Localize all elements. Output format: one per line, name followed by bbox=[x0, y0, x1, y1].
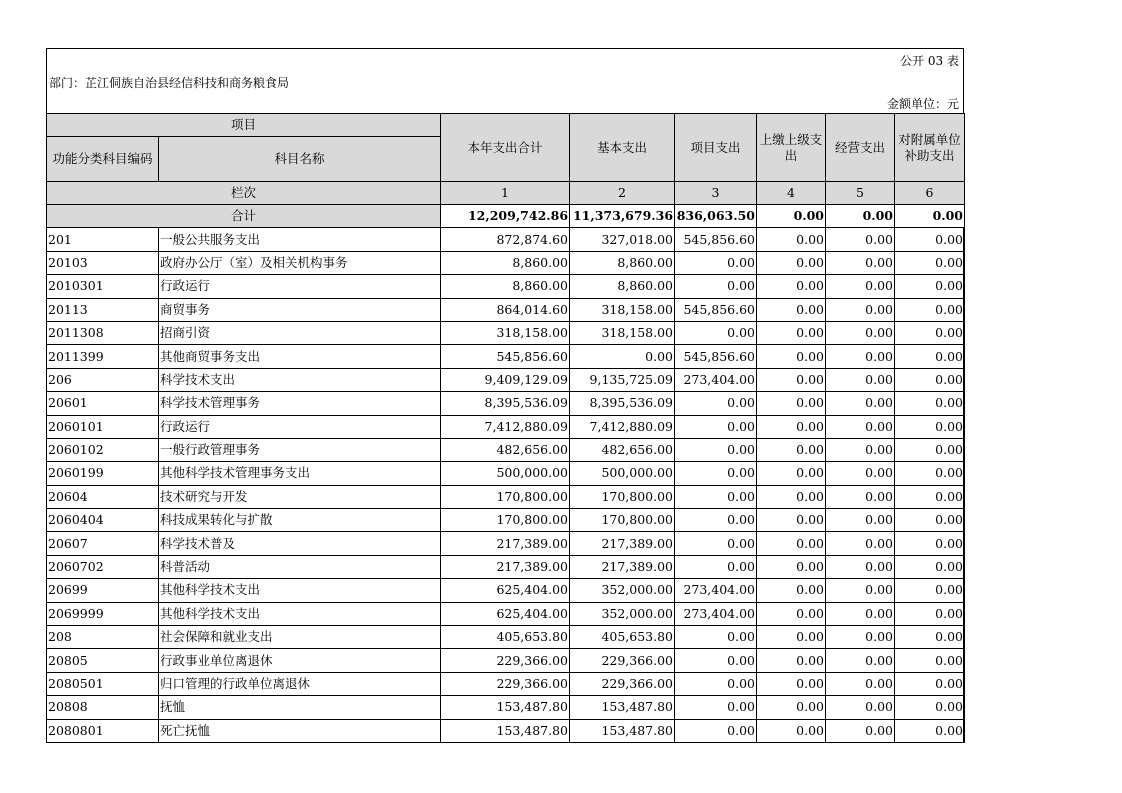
subject-name-cell: 招商引资 bbox=[159, 321, 441, 344]
subsidy-cell: 0.00 bbox=[895, 462, 965, 485]
total-expense-cell: 405,653.80 bbox=[441, 626, 570, 649]
upper-remit-cell: 0.00 bbox=[757, 298, 826, 321]
total-expense-cell: 217,389.00 bbox=[441, 532, 570, 555]
basic-expense-cell: 8,395,536.09 bbox=[570, 392, 675, 415]
table-row bbox=[47, 275, 965, 298]
name-col-header: 科目名称 bbox=[159, 137, 441, 182]
subject-code-cell: 2060702 bbox=[47, 555, 159, 578]
business-expense-cell: 0.00 bbox=[826, 555, 895, 578]
column-number: 3 bbox=[675, 182, 757, 205]
total-value: 12,209,742.86 bbox=[441, 205, 570, 228]
business-expense-cell: 0.00 bbox=[826, 415, 895, 438]
subject-name-cell: 死亡抚恤 bbox=[159, 719, 441, 742]
item-header: 项目 bbox=[47, 114, 441, 137]
subject-code-cell: 20699 bbox=[47, 579, 159, 602]
subject-name-cell: 科学技术普及 bbox=[159, 532, 441, 555]
total-value: 836,063.50 bbox=[675, 205, 757, 228]
subject-code-cell: 2011308 bbox=[47, 321, 159, 344]
project-expense-cell: 0.00 bbox=[675, 509, 757, 532]
subject-code-cell: 20113 bbox=[47, 298, 159, 321]
column-number: 4 bbox=[757, 182, 826, 205]
expenditure-sheet bbox=[46, 48, 964, 743]
total-expense-cell: 153,487.80 bbox=[441, 719, 570, 742]
subsidy-cell: 0.00 bbox=[895, 555, 965, 578]
table-row bbox=[47, 696, 965, 719]
project-expense-cell: 0.00 bbox=[675, 321, 757, 344]
column-number: 6 bbox=[895, 182, 965, 205]
subject-name-cell: 科学技术支出 bbox=[159, 368, 441, 391]
business-expense-cell: 0.00 bbox=[826, 251, 895, 274]
subsidy-cell: 0.00 bbox=[895, 345, 965, 368]
table-row bbox=[47, 298, 965, 321]
subject-name-cell: 归口管理的行政单位离退休 bbox=[159, 672, 441, 695]
basic-expense-cell: 405,653.80 bbox=[570, 626, 675, 649]
subject-code-cell: 2060102 bbox=[47, 438, 159, 461]
total-expense-cell: 170,800.00 bbox=[441, 485, 570, 508]
subject-code-cell: 2011399 bbox=[47, 345, 159, 368]
subject-name-cell: 行政事业单位离退休 bbox=[159, 649, 441, 672]
code-col-header: 功能分类科目编码 bbox=[47, 137, 159, 182]
upper-remit-cell: 0.00 bbox=[757, 345, 826, 368]
subject-code-cell: 2080501 bbox=[47, 672, 159, 695]
subject-name-cell: 社会保障和就业支出 bbox=[159, 626, 441, 649]
column-number-row bbox=[47, 182, 965, 205]
basic-expense-cell: 170,800.00 bbox=[570, 509, 675, 532]
subsidy-cell: 0.00 bbox=[895, 672, 965, 695]
business-expense-cell: 0.00 bbox=[826, 321, 895, 344]
total-col-header: 本年支出合计 bbox=[441, 114, 570, 182]
upper-remit-cell: 0.00 bbox=[757, 368, 826, 391]
basic-expense-cell: 482,656.00 bbox=[570, 438, 675, 461]
table-row bbox=[47, 392, 965, 415]
subject-code-cell: 201 bbox=[47, 228, 159, 251]
business-expense-cell: 0.00 bbox=[826, 345, 895, 368]
total-expense-cell: 864,014.60 bbox=[441, 298, 570, 321]
business-expense-cell: 0.00 bbox=[826, 275, 895, 298]
upper-remit-cell: 0.00 bbox=[757, 579, 826, 602]
basic-expense-cell: 8,860.00 bbox=[570, 251, 675, 274]
upper-remit-cell: 0.00 bbox=[757, 719, 826, 742]
project-expense-cell: 273,404.00 bbox=[675, 579, 757, 602]
project-col-header: 项目支出 bbox=[675, 114, 757, 182]
project-expense-cell: 0.00 bbox=[675, 532, 757, 555]
total-label: 合计 bbox=[47, 205, 441, 228]
total-expense-cell: 318,158.00 bbox=[441, 321, 570, 344]
project-expense-cell: 0.00 bbox=[675, 719, 757, 742]
total-expense-cell: 217,389.00 bbox=[441, 555, 570, 578]
basic-expense-cell: 0.00 bbox=[570, 345, 675, 368]
table-row bbox=[47, 368, 965, 391]
upper-remit-cell: 0.00 bbox=[757, 415, 826, 438]
subject-name-cell: 行政运行 bbox=[159, 415, 441, 438]
subsidy-cell: 0.00 bbox=[895, 719, 965, 742]
project-expense-cell: 0.00 bbox=[675, 438, 757, 461]
upper-remit-cell: 0.00 bbox=[757, 228, 826, 251]
subsidy-cell: 0.00 bbox=[895, 298, 965, 321]
table-row bbox=[47, 321, 965, 344]
upper-remit-cell: 0.00 bbox=[757, 485, 826, 508]
total-value: 0.00 bbox=[895, 205, 965, 228]
subsidy-col-header: 对附属单位补助支出 bbox=[895, 114, 965, 182]
project-expense-cell: 0.00 bbox=[675, 696, 757, 719]
subject-name-cell: 抚恤 bbox=[159, 696, 441, 719]
total-expense-cell: 625,404.00 bbox=[441, 602, 570, 625]
subject-code-cell: 20808 bbox=[47, 696, 159, 719]
amount-unit-label: 金额单位：元 bbox=[886, 97, 959, 111]
subsidy-cell: 0.00 bbox=[895, 251, 965, 274]
upper-remit-cell: 0.00 bbox=[757, 649, 826, 672]
total-expense-cell: 7,412,880.09 bbox=[441, 415, 570, 438]
subject-name-cell: 技术研究与开发 bbox=[159, 485, 441, 508]
project-expense-cell: 0.00 bbox=[675, 462, 757, 485]
subject-code-cell: 20103 bbox=[47, 251, 159, 274]
subsidy-cell: 0.00 bbox=[895, 649, 965, 672]
business-expense-cell: 0.00 bbox=[826, 532, 895, 555]
total-value: 11,373,679.36 bbox=[570, 205, 675, 228]
subject-name-cell: 科技成果转化与扩散 bbox=[159, 509, 441, 532]
total-expense-cell: 153,487.80 bbox=[441, 696, 570, 719]
total-expense-cell: 8,860.00 bbox=[441, 251, 570, 274]
total-expense-cell: 872,874.60 bbox=[441, 228, 570, 251]
basic-expense-cell: 9,135,725.09 bbox=[570, 368, 675, 391]
subsidy-cell: 0.00 bbox=[895, 228, 965, 251]
project-expense-cell: 0.00 bbox=[675, 275, 757, 298]
total-value: 0.00 bbox=[757, 205, 826, 228]
table-row bbox=[47, 649, 965, 672]
project-expense-cell: 0.00 bbox=[675, 672, 757, 695]
subject-code-cell: 2060101 bbox=[47, 415, 159, 438]
subject-name-cell: 行政运行 bbox=[159, 275, 441, 298]
table-row bbox=[47, 438, 965, 461]
department-label: 部门：芷江侗族自治县经信科技和商务粮食局 bbox=[49, 76, 290, 90]
project-expense-cell: 545,856.60 bbox=[675, 345, 757, 368]
total-value: 0.00 bbox=[826, 205, 895, 228]
basic-expense-cell: 352,000.00 bbox=[570, 602, 675, 625]
upper-remit-cell: 0.00 bbox=[757, 462, 826, 485]
basic-expense-cell: 229,366.00 bbox=[570, 649, 675, 672]
upper-remit-cell: 0.00 bbox=[757, 532, 826, 555]
subject-code-cell: 208 bbox=[47, 626, 159, 649]
business-expense-cell: 0.00 bbox=[826, 672, 895, 695]
column-number: 2 bbox=[570, 182, 675, 205]
subject-name-cell: 科普活动 bbox=[159, 555, 441, 578]
subject-name-cell: 其他科学技术支出 bbox=[159, 579, 441, 602]
table-row bbox=[47, 509, 965, 532]
header-row-1 bbox=[47, 114, 965, 137]
upper-remit-cell: 0.00 bbox=[757, 555, 826, 578]
table-row bbox=[47, 555, 965, 578]
subsidy-cell: 0.00 bbox=[895, 438, 965, 461]
total-row bbox=[47, 205, 965, 228]
subject-code-cell: 2010301 bbox=[47, 275, 159, 298]
project-expense-cell: 0.00 bbox=[675, 415, 757, 438]
project-expense-cell: 0.00 bbox=[675, 392, 757, 415]
total-expense-cell: 482,656.00 bbox=[441, 438, 570, 461]
subsidy-cell: 0.00 bbox=[895, 626, 965, 649]
basic-expense-cell: 217,389.00 bbox=[570, 555, 675, 578]
upper-remit-cell: 0.00 bbox=[757, 672, 826, 695]
total-expense-cell: 9,409,129.09 bbox=[441, 368, 570, 391]
table-row bbox=[47, 579, 965, 602]
subsidy-cell: 0.00 bbox=[895, 532, 965, 555]
subject-code-cell: 20607 bbox=[47, 532, 159, 555]
upper-remit-cell: 0.00 bbox=[757, 626, 826, 649]
table-row bbox=[47, 626, 965, 649]
expenditure-table bbox=[46, 113, 965, 743]
subject-code-cell: 2060199 bbox=[47, 462, 159, 485]
subject-code-cell: 2069999 bbox=[47, 602, 159, 625]
subject-code-cell: 20805 bbox=[47, 649, 159, 672]
basic-expense-cell: 318,158.00 bbox=[570, 298, 675, 321]
basic-expense-cell: 170,800.00 bbox=[570, 485, 675, 508]
subject-name-cell: 其他商贸事务支出 bbox=[159, 345, 441, 368]
upper-remit-cell: 0.00 bbox=[757, 438, 826, 461]
upper-remit-cell: 0.00 bbox=[757, 509, 826, 532]
upper-remit-cell: 0.00 bbox=[757, 392, 826, 415]
subject-name-cell: 科学技术管理事务 bbox=[159, 392, 441, 415]
column-number-label: 栏次 bbox=[47, 182, 441, 205]
upper-remit-cell: 0.00 bbox=[757, 321, 826, 344]
basic-expense-cell: 352,000.00 bbox=[570, 579, 675, 602]
subject-name-cell: 商贸事务 bbox=[159, 298, 441, 321]
basic-expense-cell: 153,487.80 bbox=[570, 696, 675, 719]
form-number: 公开 03 表 bbox=[900, 54, 959, 68]
basic-col-header: 基本支出 bbox=[570, 114, 675, 182]
total-expense-cell: 170,800.00 bbox=[441, 509, 570, 532]
basic-expense-cell: 318,158.00 bbox=[570, 321, 675, 344]
business-expense-cell: 0.00 bbox=[826, 579, 895, 602]
subsidy-cell: 0.00 bbox=[895, 579, 965, 602]
business-expense-cell: 0.00 bbox=[826, 228, 895, 251]
subsidy-cell: 0.00 bbox=[895, 275, 965, 298]
subsidy-cell: 0.00 bbox=[895, 392, 965, 415]
total-expense-cell: 229,366.00 bbox=[441, 649, 570, 672]
table-row bbox=[47, 532, 965, 555]
subject-name-cell: 一般公共服务支出 bbox=[159, 228, 441, 251]
total-expense-cell: 500,000.00 bbox=[441, 462, 570, 485]
table-row bbox=[47, 672, 965, 695]
total-expense-cell: 229,366.00 bbox=[441, 672, 570, 695]
business-expense-cell: 0.00 bbox=[826, 462, 895, 485]
project-expense-cell: 545,856.60 bbox=[675, 298, 757, 321]
subject-name-cell: 其他科学技术管理事务支出 bbox=[159, 462, 441, 485]
subsidy-cell: 0.00 bbox=[895, 509, 965, 532]
basic-expense-cell: 327,018.00 bbox=[570, 228, 675, 251]
project-expense-cell: 273,404.00 bbox=[675, 602, 757, 625]
subsidy-cell: 0.00 bbox=[895, 321, 965, 344]
basic-expense-cell: 8,860.00 bbox=[570, 275, 675, 298]
subject-code-cell: 2060404 bbox=[47, 509, 159, 532]
upper-remit-cell: 0.00 bbox=[757, 251, 826, 274]
business-expense-cell: 0.00 bbox=[826, 719, 895, 742]
business-expense-cell: 0.00 bbox=[826, 485, 895, 508]
business-expense-cell: 0.00 bbox=[826, 298, 895, 321]
project-expense-cell: 0.00 bbox=[675, 251, 757, 274]
business-expense-cell: 0.00 bbox=[826, 602, 895, 625]
subject-code-cell: 2080801 bbox=[47, 719, 159, 742]
basic-expense-cell: 229,366.00 bbox=[570, 672, 675, 695]
table-row bbox=[47, 462, 965, 485]
subsidy-cell: 0.00 bbox=[895, 415, 965, 438]
basic-expense-cell: 153,487.80 bbox=[570, 719, 675, 742]
business-expense-cell: 0.00 bbox=[826, 438, 895, 461]
total-expense-cell: 625,404.00 bbox=[441, 579, 570, 602]
table-row bbox=[47, 719, 965, 742]
subsidy-cell: 0.00 bbox=[895, 368, 965, 391]
table-row bbox=[47, 345, 965, 368]
project-expense-cell: 0.00 bbox=[675, 626, 757, 649]
project-expense-cell: 545,856.60 bbox=[675, 228, 757, 251]
project-expense-cell: 0.00 bbox=[675, 555, 757, 578]
business-expense-cell: 0.00 bbox=[826, 696, 895, 719]
table-row bbox=[47, 251, 965, 274]
column-number: 5 bbox=[826, 182, 895, 205]
basic-expense-cell: 217,389.00 bbox=[570, 532, 675, 555]
subject-name-cell: 其他科学技术支出 bbox=[159, 602, 441, 625]
subject-name-cell: 一般行政管理事务 bbox=[159, 438, 441, 461]
table-row bbox=[47, 485, 965, 508]
total-expense-cell: 8,860.00 bbox=[441, 275, 570, 298]
business-expense-cell: 0.00 bbox=[826, 509, 895, 532]
project-expense-cell: 0.00 bbox=[675, 649, 757, 672]
subject-code-cell: 20604 bbox=[47, 485, 159, 508]
subject-name-cell: 政府办公厅（室）及相关机构事务 bbox=[159, 251, 441, 274]
total-expense-cell: 545,856.60 bbox=[441, 345, 570, 368]
basic-expense-cell: 7,412,880.09 bbox=[570, 415, 675, 438]
upper-col-header: 上缴上级支出 bbox=[757, 114, 826, 182]
project-expense-cell: 273,404.00 bbox=[675, 368, 757, 391]
business-expense-cell: 0.00 bbox=[826, 392, 895, 415]
subject-code-cell: 206 bbox=[47, 368, 159, 391]
upper-remit-cell: 0.00 bbox=[757, 602, 826, 625]
table-row bbox=[47, 228, 965, 251]
upper-remit-cell: 0.00 bbox=[757, 696, 826, 719]
subsidy-cell: 0.00 bbox=[895, 696, 965, 719]
column-number: 1 bbox=[441, 182, 570, 205]
table-row bbox=[47, 602, 965, 625]
business-expense-cell: 0.00 bbox=[826, 626, 895, 649]
total-expense-cell: 8,395,536.09 bbox=[441, 392, 570, 415]
business-expense-cell: 0.00 bbox=[826, 368, 895, 391]
subsidy-cell: 0.00 bbox=[895, 485, 965, 508]
business-expense-cell: 0.00 bbox=[826, 649, 895, 672]
basic-expense-cell: 500,000.00 bbox=[570, 462, 675, 485]
upper-remit-cell: 0.00 bbox=[757, 275, 826, 298]
subject-code-cell: 20601 bbox=[47, 392, 159, 415]
subsidy-cell: 0.00 bbox=[895, 602, 965, 625]
table-row bbox=[47, 415, 965, 438]
business-col-header: 经营支出 bbox=[826, 114, 895, 182]
project-expense-cell: 0.00 bbox=[675, 485, 757, 508]
